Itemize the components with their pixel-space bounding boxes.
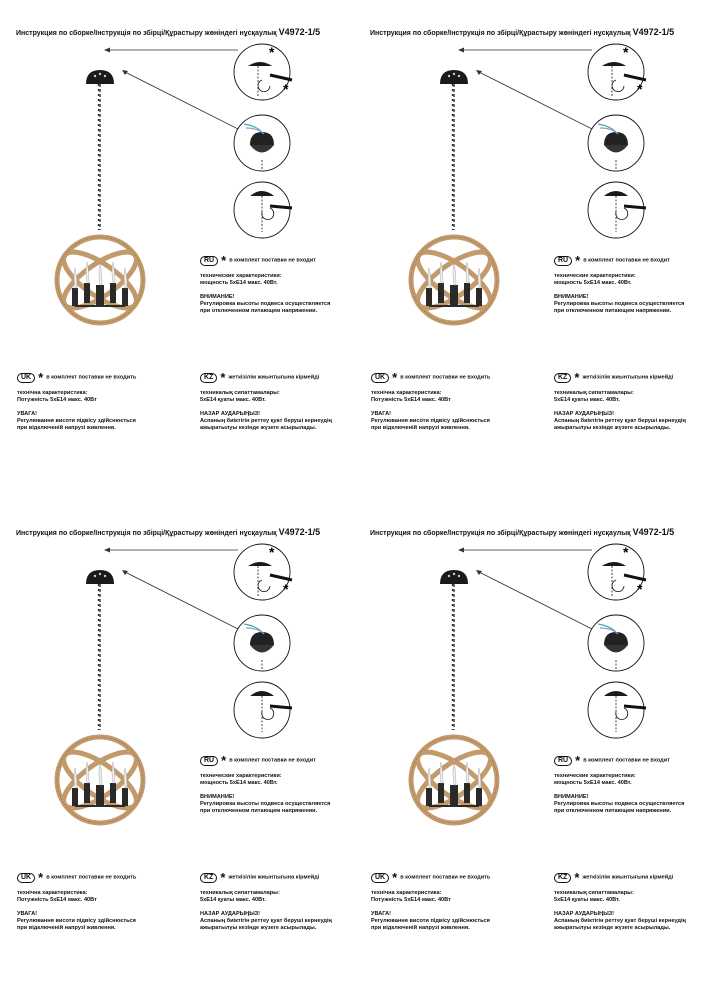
uk-section: UK * в комплект поставки не входить технічна характеристика: Потужність 5xE14 макс. 40Вт УВАГА! Регулювання висоти підвісу здійснюється при відключеній напрузі живлення. [17,370,137,431]
instruction-sheet-3 [0,500,353,1000]
ru-section: RU * в комплект поставки не входит технические характеристики: мощность 5xE14 макс. 40Вт. ВНИМАНИЕ! Регулировка высоты подвеса осуществляется при отключенном питающем напряжении. [554,253,685,314]
uk-section: UK * в комплект поставки не входить технічна характеристика: Потужність 5xE14 макс. 40Вт УВАГА! Регулювання висоти підвісу здійснюється при відключеній напрузі живлення. [17,870,137,931]
instruction-title: Инструкция по сборке/Інструкція по збірці/Құрастыру жөніндегі нұсқаулық V4972-1/5 [370,527,675,537]
uk-badge: UK [371,373,389,383]
star-icon: * [575,253,581,268]
model-number: V4972-1/5 [632,527,675,537]
star-icon: * [574,370,580,385]
uk-section: UK * в комплект поставки не входить технічна характеристика: Потужність 5xE14 макс. 40Вт УВАГА! Регулювання висоти підвісу здійснюється при відключеній напрузі живлення. [371,370,491,431]
instruction-title: Инструкция по сборке/Інструкція по збірці/Құрастыру жөніндегі нұсқаулық V4972-1/5 [370,27,675,37]
instruction-sheet-4 [354,500,707,1000]
instruction-sheet-1 [0,0,353,500]
kz-section: KZ * жеткізілім жиынтығына кірмейді техникалық сипаттамалары: 5xE14 қуаты макс. 40Вт. НАЗАР АУДАРЫҢЫЗ! Аспаның биіктігін реттеу қуат беруші кернеудің ажыратылуы кезінде жүзеге асырылады. [554,370,686,431]
kz-badge: KZ [200,373,217,383]
uk-badge: UK [17,873,35,883]
star-icon: * [221,253,227,268]
svg-text:*: * [283,581,289,597]
kz-section: KZ * жеткізілім жиынтығына кірмейді техникалық сипаттамалары: 5xE14 қуаты макс. 40Вт. НАЗАР АУДАРЫҢЫЗ! Аспаның биіктігін реттеу қуат беруші кернеудің ажыратылуы кезінде жүзеге асырылады. [200,370,332,431]
model-number: V4972-1/5 [632,27,675,37]
instruction-title: Инструкция по сборке/Інструкція по збірці/Құрастыру жөніндегі нұсқаулық V4972-1/5 [16,27,321,37]
uk-section: UK * в комплект поставки не входить технічна характеристика: Потужність 5xE14 макс. 40Вт УВАГА! Регулювання висоти підвісу здійснюється при відключеній напрузі живлення. [371,870,491,931]
ru-section: RU * в комплект поставки не входит технические характеристики: мощность 5xE14 макс. 40Вт. ВНИМАНИЕ! Регулировка высоты подвеса осуществляется при отключенном питающем напряжении. [200,753,331,814]
model-number: V4972-1/5 [278,27,321,37]
svg-text:*: * [269,544,275,560]
ru-badge: RU [554,756,572,766]
svg-text:*: * [637,81,643,97]
ru-badge: RU [200,256,218,266]
kz-badge: KZ [200,873,217,883]
ru-section: RU * в комплект поставки не входит технические характеристики: мощность 5xE14 макс. 40Вт. ВНИМАНИЕ! Регулировка высоты подвеса осуществляется при отключенном питающем напряжении. [200,253,331,314]
star-icon: * [392,870,398,885]
ru-badge: RU [200,756,218,766]
kz-badge: KZ [554,373,571,383]
star-icon: * [220,370,226,385]
star-icon: * [392,370,398,385]
star-icon: * [38,870,44,885]
star-icon: * [220,870,226,885]
svg-text:*: * [269,44,275,60]
kz-badge: KZ [554,873,571,883]
svg-text:*: * [623,44,629,60]
ru-badge: RU [554,256,572,266]
instruction-sheet-2 [354,0,707,500]
star-icon: * [575,753,581,768]
kz-section: KZ * жеткізілім жиынтығына кірмейді техникалық сипаттамалары: 5xE14 қуаты макс. 40Вт. НАЗАР АУДАРЫҢЫЗ! Аспаның биіктігін реттеу қуат беруші кернеудің ажыратылуы кезінде жүзеге асырылады. [554,870,686,931]
kz-section: KZ * жеткізілім жиынтығына кірмейді техникалық сипаттамалары: 5xE14 қуаты макс. 40Вт. НАЗАР АУДАРЫҢЫЗ! Аспаның биіктігін реттеу қуат беруші кернеудің ажыратылуы кезінде жүзеге асырылады. [200,870,332,931]
star-icon: * [38,370,44,385]
uk-badge: UK [17,373,35,383]
svg-text:*: * [637,581,643,597]
star-icon: * [221,753,227,768]
star-icon: * [574,870,580,885]
svg-text:*: * [623,544,629,560]
instruction-title: Инструкция по сборке/Інструкція по збірці/Құрастыру жөніндегі нұсқаулық V4972-1/5 [16,527,321,537]
uk-badge: UK [371,873,389,883]
ru-section: RU * в комплект поставки не входит технические характеристики: мощность 5xE14 макс. 40Вт. ВНИМАНИЕ! Регулировка высоты подвеса осуществляется при отключенном питающем напряжении. [554,753,685,814]
model-number: V4972-1/5 [278,527,321,537]
svg-text:*: * [283,81,289,97]
